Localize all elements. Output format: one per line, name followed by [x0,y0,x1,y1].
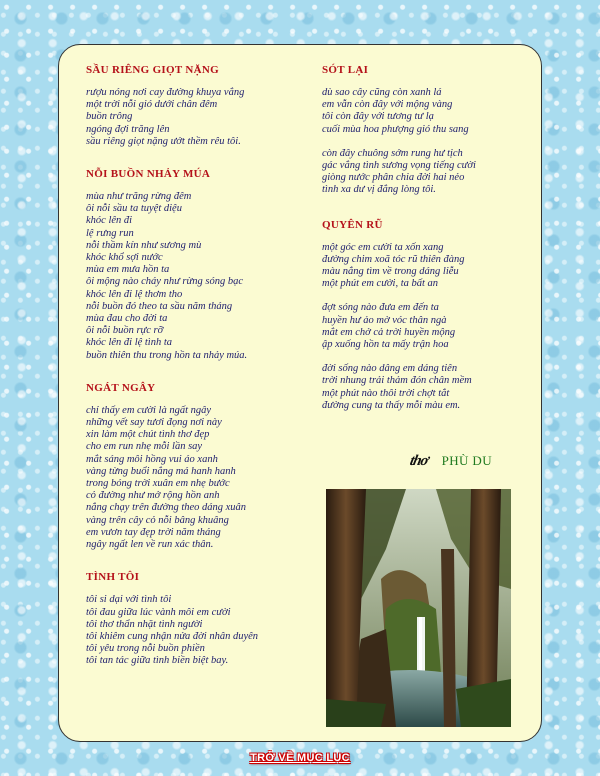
poem [86,571,306,667]
verse-line: khóc lên đi lệ tình ta [86,337,173,349]
stanza [322,363,522,412]
stanza [322,87,522,136]
verse-line: nỗi buồn đó theo ta sầu năm tháng [86,300,233,312]
stanza [86,87,306,148]
stanza [86,405,306,551]
waterfall-photo [326,489,511,727]
verse-line: tôi yêu trong nỗi buồn phiền [86,643,205,655]
verse-line: em vẫn còn đây với mộng vàng [322,99,453,111]
verse-line: tôi thơ thẩn nhặt tình người [86,618,203,630]
handwritten-signature: thơ [408,452,430,469]
verse-line: mùa như trăng rừng đêm [86,191,192,203]
verse-line: khóc khổ sợi nước [86,252,163,264]
poem [322,64,522,197]
poem [86,382,306,551]
verse-line: mùa đau cho đời ta [86,313,168,325]
verse-line: cho em run nhẹ mỗi lần say [86,441,203,453]
verse-line: mùa em mưa hồn ta [86,264,170,276]
verse-line: khóc lên đi [86,215,133,227]
verse-line: cỏ đường như mở rộng hồn anh [86,490,220,502]
verse-line: vàng trên cây cỏ nỗi bâng khuâng [86,514,229,526]
poem [322,219,522,412]
verse-line: mắt em chở cả trời huyền mộng [322,326,456,338]
verse-line: trong bóng trời xuân em nhẹ bước [86,478,230,490]
stanza [86,594,306,667]
verse-line: xin làm một chút tình thơ đẹp [86,429,210,441]
verse-line: một góc em cười ta xốn xang [322,241,444,253]
verse-line: trời nhung trải thảm đón chân mềm [322,375,472,387]
verse-line: sầu riêng giọt nặng ướt thềm rêu tôi. [86,135,241,147]
verse-line: giòng nước phân chia đời hai nẻo [322,172,465,184]
verse-line: tôi tan tác giữa tình biền biệt bay. [86,655,229,667]
verse-line: ập xuống hồn ta mấy trận hoa [322,339,449,351]
verse-line: khóc lên đi lệ thơm tho [86,288,183,300]
verse-line: tôi còn đây với tương tư lạ [322,111,434,123]
right-column [322,64,522,432]
verse-line: còn đây chuông sớm rung hư tịch [322,147,463,159]
verse-line: một trời nỗi gió dưới chân đêm [86,99,218,111]
left-column [86,64,306,688]
poem [86,168,306,362]
verse-line: đường chim xoã tóc rũ thiên đàng [322,253,465,265]
back-to-index-label[interactable]: TRỞ VỀ MỤC LỤC [250,752,350,764]
poem-title: QUYÊN RŨ [322,218,383,231]
verse-line: một phút em cười, ta bất an [322,278,439,290]
verse-line: lệ rưng run [86,227,134,239]
stanza [86,191,306,362]
verse-line: tôi khiêm cung nhận nửa đời nhân duyên [86,630,259,642]
stanza [322,302,522,351]
verse-line: huyền hư ảo mờ vóc thân ngà [322,314,447,326]
poem [86,64,306,148]
verse-line: ngây ngất len về run xác thân. [86,539,214,551]
verse-line: ôi mộng nào cháy như rừng sóng bạc [86,276,243,288]
poem-title: SẦU RIÊNG GIỌT NẶNG [86,64,219,76]
verse-line: tôi si dại với tình tôi [86,594,172,606]
verse-line: đợt sóng nào đưa em đến ta [322,302,439,314]
back-to-index-link[interactable] [0,752,600,764]
verse-line: ôi nỗi sầu ta tuyệt diệu [86,203,182,215]
stanza [322,242,522,291]
verse-line: một phút nào thôi trời chợt tắt [322,387,450,399]
verse-line: em vươn tay đẹp trời năm tháng [86,526,221,538]
verse-line: đời sống nào dâng em dáng tiên [322,363,458,375]
verse-line: tôi đau giữa lúc vành môi em cười [86,606,231,618]
verse-line: ôi nỗi buồn rực rỡ [86,325,164,337]
poem-title: TÌNH TÔI [86,571,140,584]
verse-line: đường cung ta thấy mỗi màu em. [322,399,461,411]
verse-line: nắng chạy trên đường theo dáng xuân [86,502,247,514]
verse-line: những vết say tươi đọng nơi này [86,417,222,429]
signature [410,449,492,473]
poem-title: SÓT LẠI [322,64,369,76]
verse-line: cuối mùa hoa phượng gió thu sang [322,123,469,135]
author-name: PHÙ DU [441,453,492,468]
verse-line: nỗi thầm kín như sương mù [86,239,202,251]
verse-line: rượu nóng nơi cay đường khuya vắng [86,87,245,98]
verse-line: mắt sáng môi hồng vui áo xanh [86,453,218,465]
verse-line: tình xa dư vị đắng lòng tôi. [322,184,436,196]
verse-line: màu nắng tìm về trong dáng liễu [322,266,459,278]
poem-title: NỖI BUỒN NHẢY MÚA [86,168,211,181]
verse-line: ngóng đợi trăng lên [86,123,170,135]
stanza [322,148,522,197]
verse-line: gác vắng tình sương vọng tiếng cười [322,160,476,172]
verse-line: dù sao cây cũng còn xanh lá [322,87,442,98]
verse-line: buồn trông [86,111,133,123]
verse-line: chỉ thấy em cười là ngất ngây [86,404,212,416]
verse-line: buồn thiên thu trong hồn ta nhảy múa. [86,349,248,361]
poem-title: NGÁT NGÂY [86,381,156,394]
verse-line: vàng từng buổi nắng má hanh hanh [86,465,236,477]
